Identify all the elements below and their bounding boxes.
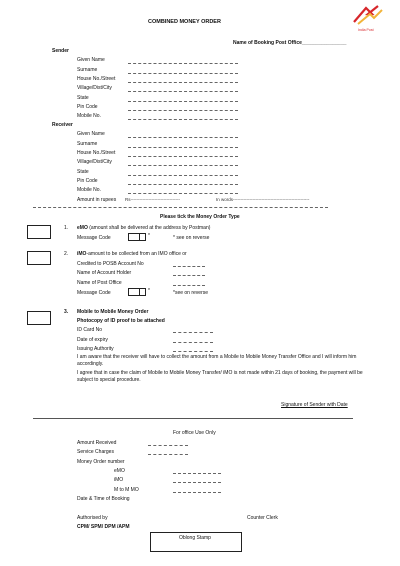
receiver-surname-field[interactable]: [128, 147, 238, 148]
emo-note: * see on reverse: [173, 235, 210, 241]
receiver-surname-label: Surname: [77, 141, 98, 147]
service-charges-field[interactable]: [148, 454, 188, 455]
emo-message-code-label: Message Code: [77, 235, 111, 241]
sender-state-label: State: [77, 95, 89, 101]
mo-number-label: Money Order number: [77, 459, 125, 465]
mmo-declaration-2: I agree that in case the claim of Mobile to Mobile Money Transfer/ iMO is not made within 21 days of booking, the payment will be subject to special procedure.: [77, 370, 363, 383]
authorised-by-label: Authorised by: [77, 515, 108, 521]
mmo-number: 3.: [64, 309, 69, 315]
imo-post-office-field[interactable]: [173, 285, 205, 286]
amount-received-label: Amount Received: [77, 440, 117, 446]
india-post-logo: [350, 4, 386, 34]
mmo-id-card-field[interactable]: [173, 332, 213, 333]
service-charges-label: Service Charges: [77, 449, 114, 455]
sender-surname-label: Surname: [77, 67, 98, 73]
sender-village-field[interactable]: [128, 91, 238, 92]
receiver-pincode-label: Pin Code: [77, 178, 98, 184]
office-imo-field[interactable]: [173, 482, 221, 483]
mmo-declaration-1: I am aware that the receiver will have to collect the amount from a Mobile to Mobile Money Transfer Office and I will inform him accordingly.: [77, 354, 357, 367]
india-post-logo-icon: [350, 4, 386, 28]
imo-tick-box[interactable]: [27, 251, 51, 265]
mmo-authority-field[interactable]: [173, 351, 213, 352]
sender-mobile-field[interactable]: [128, 119, 238, 120]
office-mtom-field[interactable]: [173, 492, 221, 493]
sender-state-field[interactable]: [128, 101, 238, 102]
sender-pincode-label: Pin Code: [77, 104, 98, 110]
emo-number: 1.: [64, 225, 69, 231]
imo-asterisk: *: [148, 288, 150, 294]
imo-account-holder-label: Name of Account Holder: [77, 270, 132, 276]
receiver-given-name-field[interactable]: [128, 137, 238, 138]
imo-subtitle: -amount to be collected from an IMO office or: [86, 251, 187, 257]
imo-message-code-box[interactable]: [128, 288, 146, 296]
receiver-mobile-field[interactable]: [128, 193, 238, 194]
sender-house-label: House No./Street: [77, 76, 116, 82]
mmo-authority-label: Issuing Authority: [77, 346, 114, 352]
office-use-heading: For office Use Only: [173, 430, 216, 436]
emo-message-code-box[interactable]: [128, 233, 146, 241]
receiver-village-field[interactable]: [128, 165, 238, 166]
sender-given-name-label: Given Name: [77, 57, 105, 63]
receiver-state-label: State: [77, 169, 89, 175]
mmo-id-card-label: ID Card No: [77, 327, 103, 333]
mmo-subtitle: Photocopy of ID proof to be attached: [77, 318, 165, 324]
amount-words-field[interactable]: In words---------------------------------------------------: [216, 197, 310, 202]
sender-village-label: Village/Dist/City: [77, 85, 112, 91]
officers-label: CPM/ SPM/ DPM /APM: [77, 524, 130, 530]
receiver-house-label: House No./Street: [77, 150, 116, 156]
office-imo-label: iMO: [114, 477, 124, 483]
sender-heading: Sender: [52, 48, 69, 54]
sender-house-field[interactable]: [128, 82, 238, 83]
mmo-tick-box[interactable]: [27, 311, 51, 325]
office-mtom-label: M to M MO: [114, 487, 139, 493]
form-title: COMBINED MONEY ORDER: [148, 19, 221, 25]
sender-mobile-label: Mobile No.: [77, 113, 101, 119]
receiver-house-field[interactable]: [128, 156, 238, 157]
receiver-heading: Receiver: [52, 122, 73, 128]
imo-message-code-label: Message Code: [77, 290, 111, 296]
mmo-expiry-field[interactable]: [173, 342, 213, 343]
receiver-given-name-label: Given Name: [77, 131, 105, 137]
imo-number: 2.: [64, 251, 69, 257]
sender-pincode-field[interactable]: [128, 110, 238, 111]
receiver-mobile-label: Mobile No.: [77, 187, 101, 193]
receiver-state-field[interactable]: [128, 175, 238, 176]
emo-tick-box[interactable]: [27, 225, 51, 239]
emo-subtitle: (amount shall be delivered at the address by Postman): [89, 225, 211, 231]
amount-received-field[interactable]: [148, 445, 188, 446]
emo-title: eMO: [77, 225, 88, 231]
oblong-stamp-box[interactable]: [150, 532, 242, 552]
logo-text: India Post: [358, 28, 374, 32]
amount-rs-field[interactable]: Rs---------------------------------: [125, 197, 180, 202]
receiver-village-label: Village/Dist/City: [77, 159, 112, 165]
emo-asterisk: *: [148, 233, 150, 239]
office-emo-field[interactable]: [173, 473, 221, 474]
imo-account-holder-field[interactable]: [173, 275, 205, 276]
imo-note: *see on reverse: [173, 290, 209, 296]
receiver-pincode-field[interactable]: [128, 184, 238, 185]
oblong-stamp-label: Oblong Stamp: [179, 535, 211, 541]
imo-post-office-label: Name of Post Office: [77, 280, 122, 286]
tick-heading: Please tick the Money Order Type: [160, 214, 240, 220]
booking-post-office[interactable]: Name of Booking Post Office________________: [233, 40, 347, 46]
imo-posb-label: Credited to POSB Account No: [77, 261, 144, 267]
counter-clerk-label: Counter Clerk: [247, 515, 278, 521]
imo-title: iMO: [77, 251, 87, 257]
amount-label: Amount in rupees: [77, 197, 117, 203]
mmo-title: Mobile to Mobile Money Order: [77, 309, 149, 315]
date-time-label: Date & Time of Booking: [77, 496, 130, 502]
sender-signature[interactable]: Signature of Sender with Date: [281, 402, 348, 408]
sender-given-name-field[interactable]: [128, 63, 238, 64]
sender-surname-field[interactable]: [128, 73, 238, 74]
section-divider-2: [33, 418, 353, 419]
office-emo-label: eMO: [114, 468, 125, 474]
imo-title-row: [77, 251, 187, 257]
mmo-expiry-label: Date of expiry: [77, 337, 108, 343]
emo-title-row: [77, 225, 210, 231]
imo-posb-field[interactable]: [173, 266, 205, 267]
section-divider-1: [33, 207, 328, 208]
